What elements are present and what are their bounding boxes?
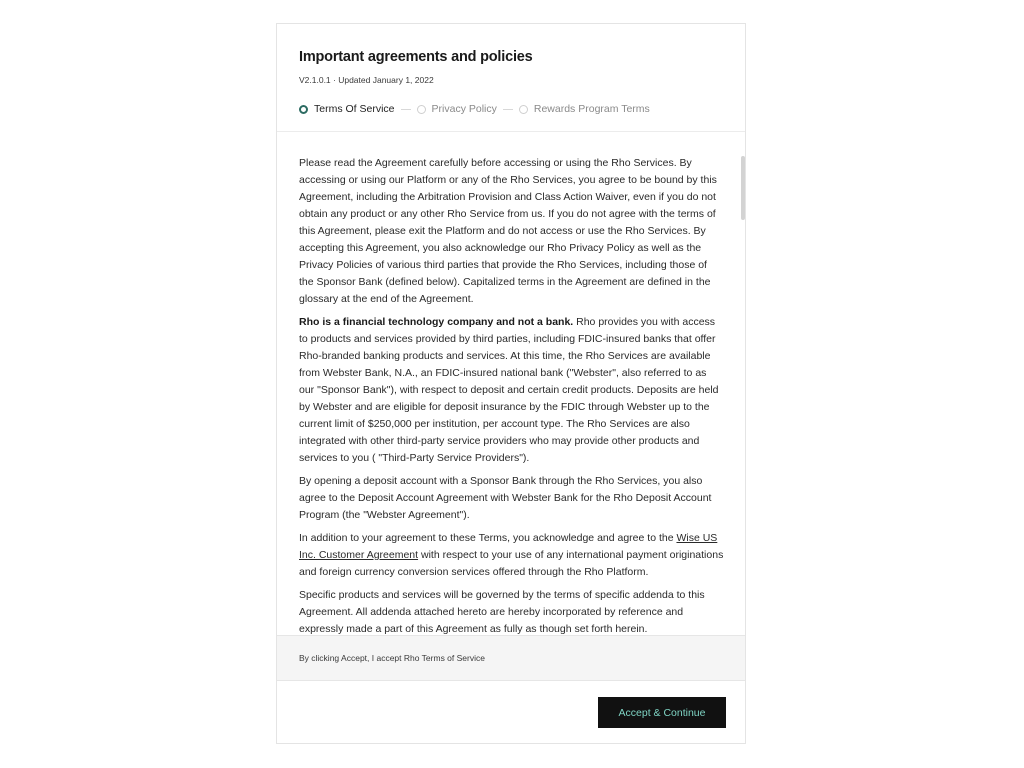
step-divider: [401, 109, 411, 110]
terms-content[interactable]: [299, 155, 724, 635]
accept-continue-button[interactable]: Accept & Continue: [598, 697, 726, 728]
step-privacy-policy[interactable]: [417, 103, 497, 115]
step-terms-of-service[interactable]: [299, 103, 395, 115]
consent-text: By clicking Accept, I accept Rho Terms of Service: [299, 653, 485, 663]
step-label: Privacy Policy: [431, 103, 497, 115]
terms-paragraph: Please read the Agreement carefully before accessing or using the Rho Services. By accessing or using our Platform or any of the Rho Services, you agree to be bound by this Agreement, including the Arbitration Provision and Class Action Waiver, even if you do not obtain any product or any other Rho Service from us. If you do not agree with the terms of this Agreement, please exit the Platform and do not access or use the Rho Services. By accepting this Agreement, you also acknowledge our Rho Privacy Policy as well as the Privacy Policies of various third parties that provide the Rho Services, including those of the Sponsor Bank (defined below). Capitalized terms in the Agreement are defined in the glossary at the end of the Agreement.: [299, 157, 717, 305]
terms-paragraph: By opening a deposit account with a Sponsor Bank through the Rho Services, you also agree to the Deposit Account Agreement with Webster Bank for the Rho Deposit Account Program (the "Webster Agreement").: [299, 475, 712, 521]
step-divider: [503, 109, 513, 110]
step-label: Rewards Program Terms: [533, 103, 650, 115]
page-title: Important agreements and policies: [299, 49, 533, 65]
content-scrollbar[interactable]: [741, 156, 745, 220]
terms-text: Rho provides you with access to products and services provided by third parties, including FDIC-insured banks that offer Rho-branded banking products and services. At this time, the Rho Services are available from Webster Bank, N.A., an FDIC-insured national bank ("Webster", also referred to as our "Sponsor Bank"), with respect to deposit and certain credit products. Deposits are held by Webster and are eligible for deposit insurance by the FDIC through Webster up to the current limit of $250,000 per institution, per account type. The Rho Services are also integrated with other third-party service providers who may provide other products and services to you ( "Third-Party Service Providers").: [299, 316, 719, 464]
step-inactive-indicator-icon: [519, 105, 528, 114]
step-active-indicator-icon: [299, 105, 308, 114]
terms-text: with respect to your use of any international payment originations and foreign currency conversion services offered through the Rho Platform.: [299, 549, 724, 578]
step-label: Terms Of Service: [314, 103, 395, 115]
step-inactive-indicator-icon: [417, 105, 426, 114]
agreement-steps: [299, 102, 650, 116]
wise-customer-agreement-link[interactable]: Wise US Inc. Customer Agreement: [299, 532, 718, 561]
consent-bar: [277, 635, 745, 681]
terms-paragraph: [299, 314, 724, 467]
terms-paragraph: [299, 530, 724, 581]
version-info: V2.1.0.1 · Updated January 1, 2022: [299, 75, 434, 85]
terms-paragraph: Specific products and services will be governed by the terms of specific addenda to this Agreement. All addenda attached hereto are hereby incorporated by reference and expressly made a part of this Agreement as fully as though set forth herein.: [299, 589, 705, 635]
agreements-card: [276, 23, 746, 744]
terms-bold-statement: Rho is a financial technology company and not a bank.: [299, 316, 574, 328]
terms-text: In addition to your agreement to these Terms, you acknowledge and agree to the: [299, 532, 677, 544]
step-rewards-program-terms[interactable]: [519, 103, 650, 115]
card-header: [277, 24, 745, 132]
